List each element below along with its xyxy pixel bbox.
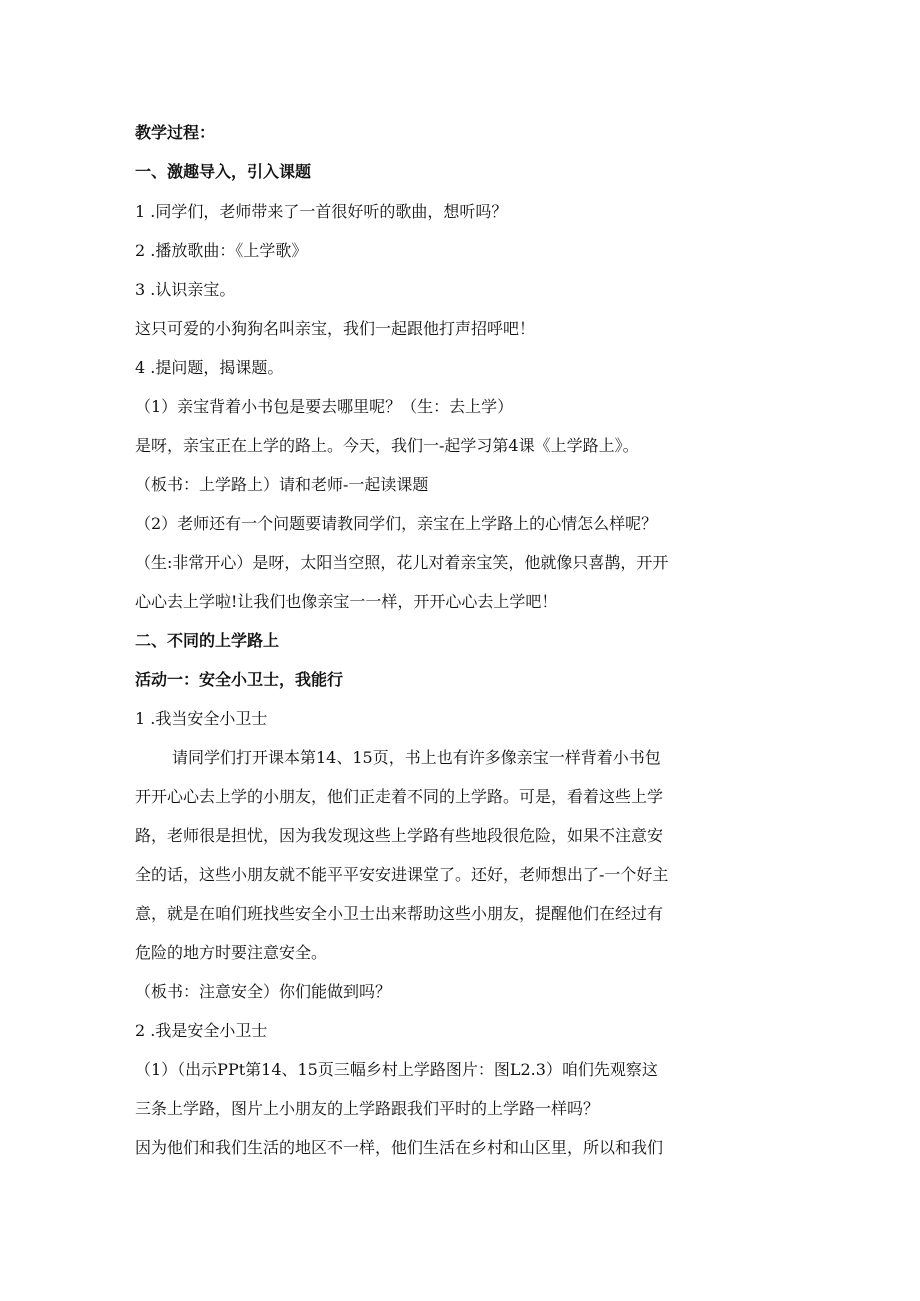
- paragraph-line: 路，老师很是担忧，因为我发现这些上学路有些地段很危险，如果不注意安: [135, 826, 664, 845]
- paragraph-line: （1）亲宝背着小书包是要去哪里呢？（生：去上学）: [135, 397, 514, 416]
- paragraph-line: 1 .同学们，老师带来了一首很好听的歌曲，想听吗？: [135, 202, 508, 221]
- paragraph-line: 开开心心去上学的小朋友，他们正走着不同的上学路。可是，看着这些上学: [135, 787, 664, 806]
- paragraph-line: 2 .我是安全小卫士: [135, 1021, 268, 1040]
- paragraph-line: 请同学们打开课本第14、15页，书上也有许多像亲宝一样背着小书包: [172, 748, 661, 767]
- activity-heading: 活动一：安全小卫士，我能行: [135, 670, 344, 689]
- paragraph-line: 危险的地方时要注意安全。: [135, 943, 328, 962]
- paragraph-line: 全的话，这些小朋友就不能平平安安进课堂了。还好，老师想出了-一个好主: [135, 865, 669, 884]
- paragraph-line: 因为他们和我们生活的地区不一样，他们生活在乡村和山区里，所以和我们: [135, 1138, 664, 1157]
- paragraph-line: （2）老师还有一个问题要请教同学们，亲宝在上学路上的心情怎么样呢？: [135, 514, 658, 533]
- section-heading-2: 二、不同的上学路上: [135, 631, 280, 650]
- section-heading-1: 一、激趣导入，引入课题: [135, 162, 312, 181]
- paragraph-line: 心心去上学啦!让我们也像亲宝一一样，开开心心去上学吧！: [135, 592, 558, 611]
- paragraph-line: 3 .认识亲宝。: [135, 280, 236, 299]
- paragraph-line: （1）（出示PPt第14、15页三幅乡村上学路图片：图L2.3）咱们先观察这: [135, 1060, 658, 1079]
- paragraph-line: 意，就是在咱们班找些安全小卫士出来帮助这些小朋友，提醒他们在经过有: [135, 904, 664, 923]
- paragraph-line: 这只可爱的小狗狗名叫亲宝，我们一起跟他打声招呼吧！: [135, 319, 536, 338]
- paragraph-line: （板书：注意安全）你们能做到吗？: [135, 982, 392, 1001]
- paragraph-line: （板书：上学路上）请和老师-一起读课题: [135, 475, 429, 494]
- paragraph-line: 是呀，亲宝正在上学的路上。今天，我们一-起学习第4课《上学路上》。: [135, 436, 639, 455]
- paragraph-line: 1 .我当安全小卫士: [135, 709, 268, 728]
- paragraph-line: 三条上学路，图片上小朋友的上学路跟我们平时的上学路一样吗？: [135, 1099, 600, 1118]
- paragraph-line: 2 .播放歌曲：《上学歌》: [135, 241, 308, 260]
- paragraph-line: 4 .提问题，揭课题。: [135, 358, 284, 377]
- paragraph-line: （生:非常开心）是呀，太阳当空照，花儿对着亲宝笑，他就像只喜鹊，开开: [135, 553, 669, 572]
- heading-teaching-process: 教学过程：: [135, 123, 216, 142]
